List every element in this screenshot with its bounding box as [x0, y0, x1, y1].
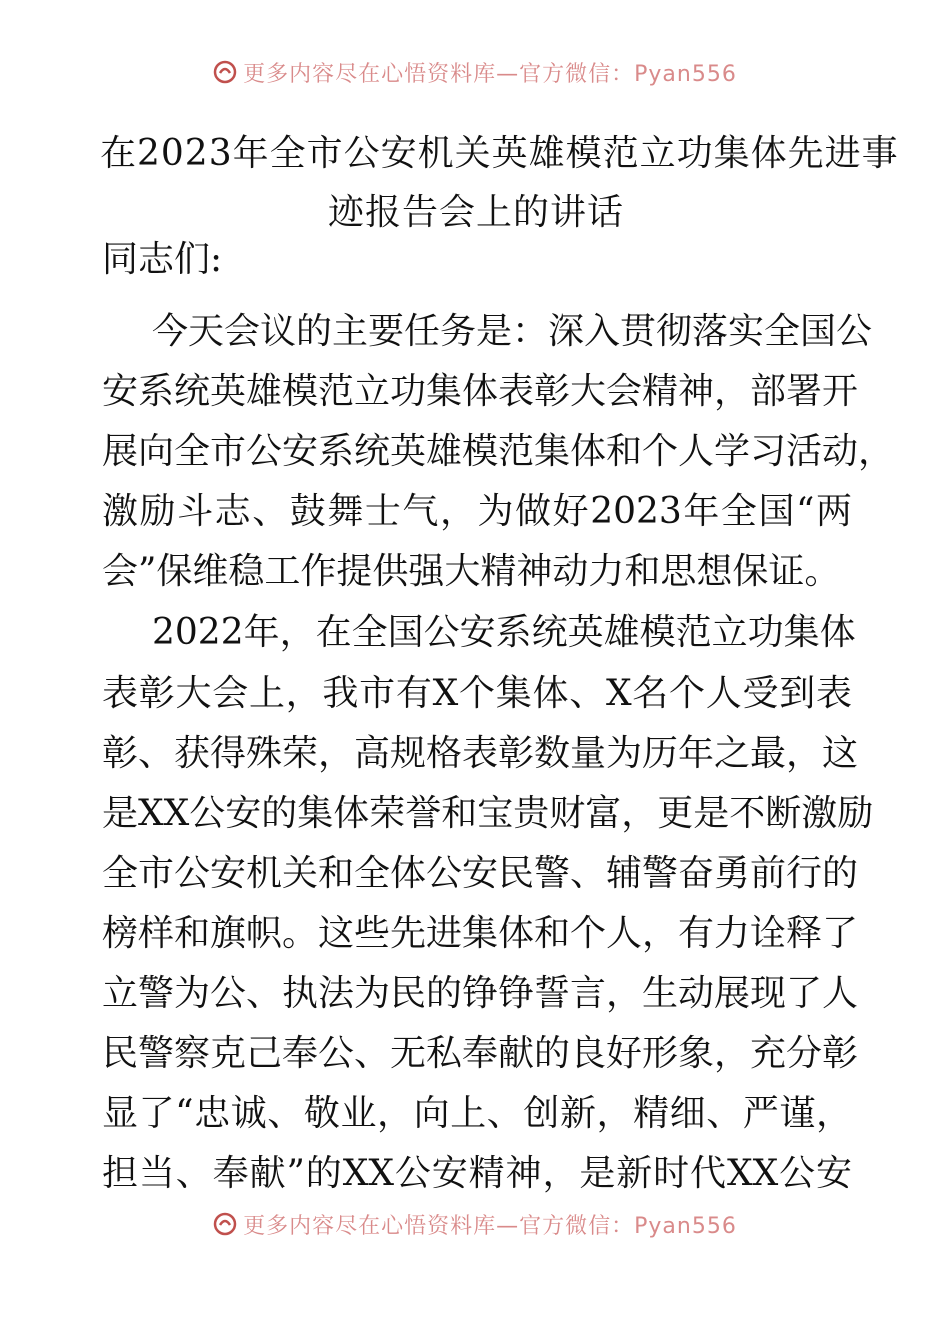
text-line: 立警为公、执法为民的铮铮誓言，生动展现了人: [102, 973, 859, 1014]
text-line: 展向全市公安系统英雄模范集体和个人学习活动，: [102, 431, 895, 472]
text-line: 全市公安机关和全体公安民警、辅警奋勇前行的: [102, 853, 859, 894]
watermark-text: 更多内容尽在心悟资料库—官方微信：Pyan556: [243, 1213, 737, 1239]
text-line: 安系统英雄模范立功集体表彰大会精神，部署开: [102, 371, 859, 412]
text-line: 榜样和旗帜。这些先进集体和个人，有力诠释了: [102, 913, 859, 954]
text-line: 激励斗志、鼓舞士气，为做好2023年全国“两: [102, 491, 852, 532]
header-watermark: [0, 57, 950, 87]
watermark-logo-icon: [213, 1212, 237, 1236]
text-line: 会”保维稳工作提供强大精神动力和思想保证。: [102, 551, 841, 592]
footer-watermark: [0, 1209, 950, 1239]
text-line: 彰、获得殊荣，高规格表彰数量为历年之最，这: [102, 733, 859, 774]
watermark-text: 更多内容尽在心悟资料库—官方微信：Pyan556: [243, 61, 737, 87]
text-line: 表彰大会上，我市有X个集体、X名个人受到表: [102, 673, 852, 714]
watermark-logo-icon: [213, 60, 237, 84]
salutation: 同志们:: [102, 239, 223, 280]
text-line: 显了“忠诚、敬业，向上、创新，精细、严谨，: [102, 1093, 852, 1134]
text-line: 2022年，在全国公安系统英雄模范立功集体: [152, 612, 856, 653]
document-title-line-1: 在2023年全市公安机关英雄模范立功集体先进事: [100, 133, 899, 174]
document-title-line-2: 迹报告会上的讲话: [327, 192, 624, 233]
text-line: 今天会议的主要任务是：深入贯彻落实全国公: [152, 311, 873, 352]
text-line: 是XX公安的集体荣誉和宝贵财富，更是不断激励: [102, 793, 874, 834]
text-line: 担当、奉献”的XX公安精神，是新时代XX公安: [102, 1153, 852, 1194]
text-line: 民警察克己奉公、无私奉献的良好形象，充分彰: [102, 1033, 859, 1074]
